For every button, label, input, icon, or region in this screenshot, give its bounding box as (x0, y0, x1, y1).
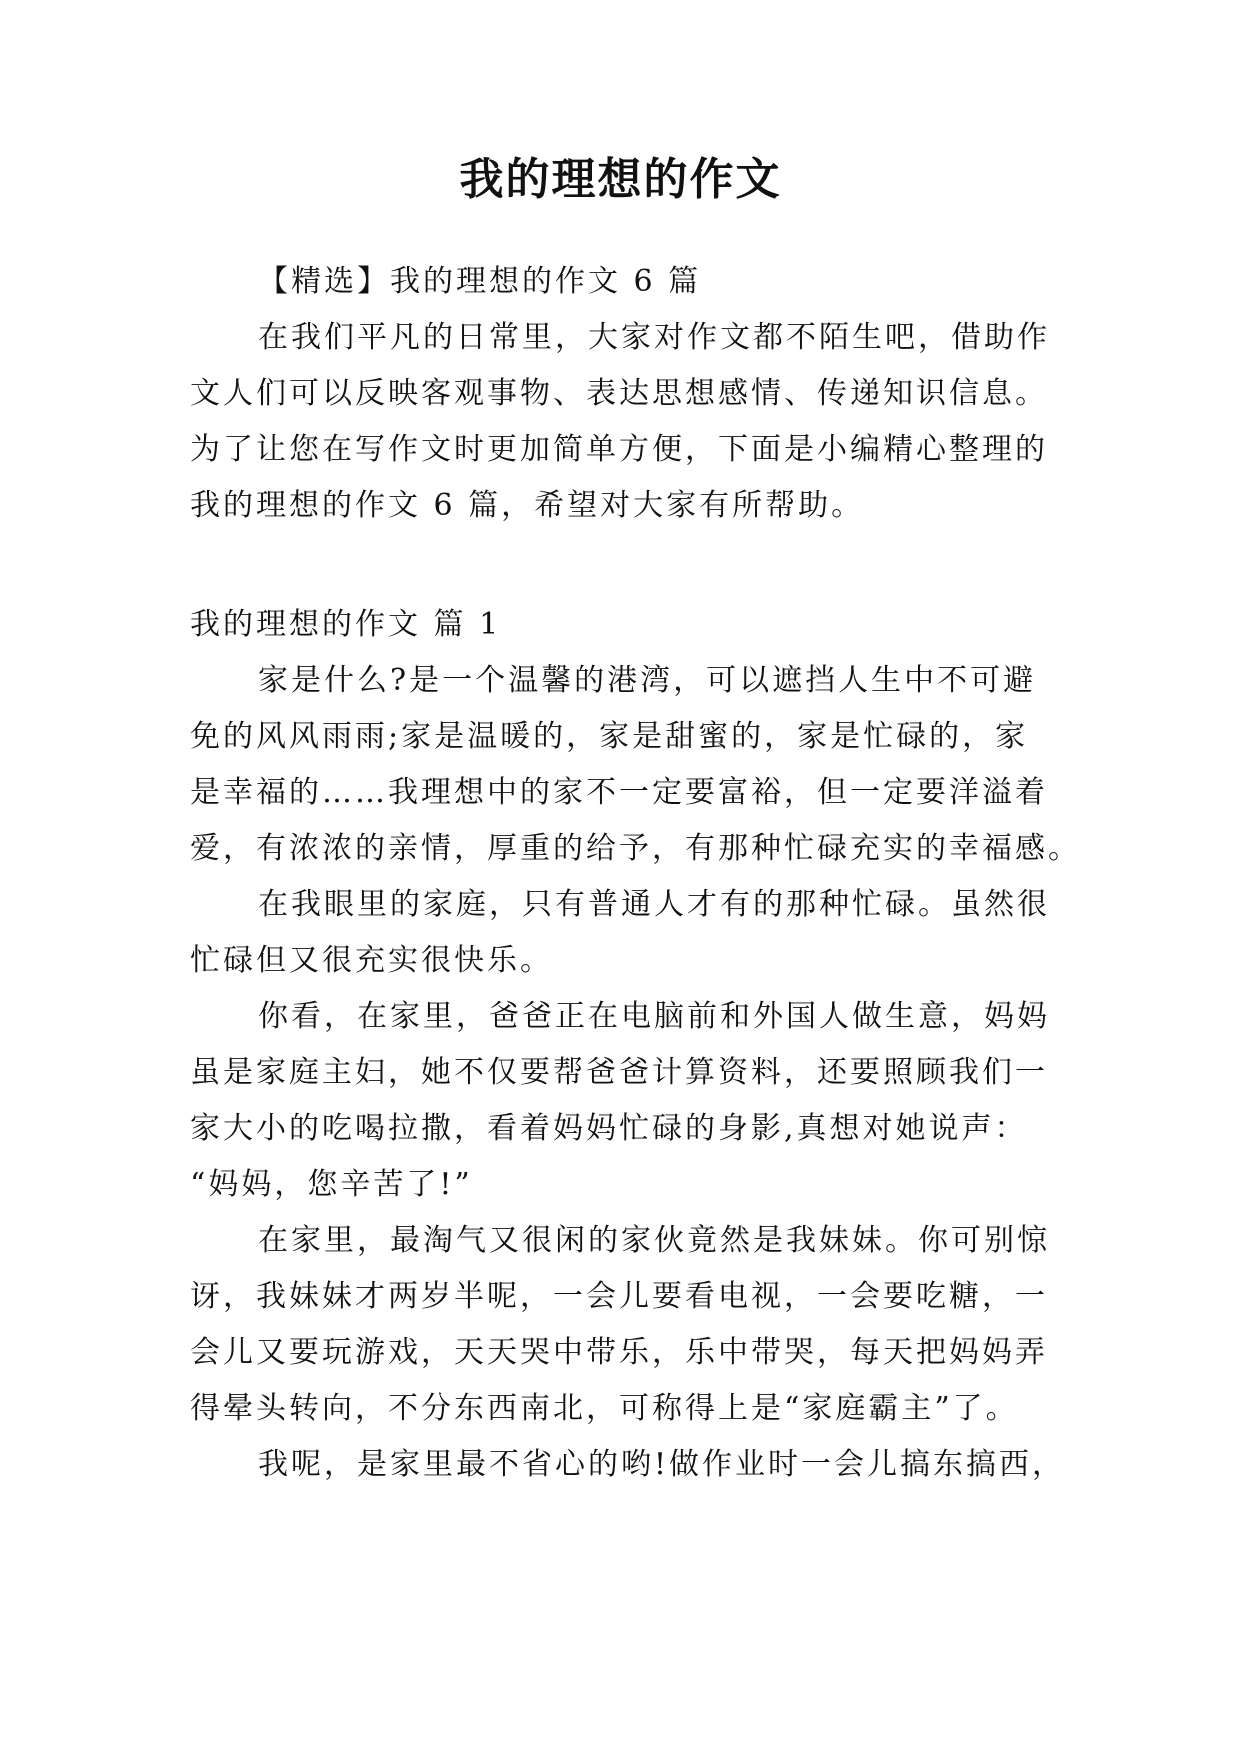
paragraph-line: 得晕头转向，不分东西南北，可称得上是“家庭霸主”了。 (190, 1391, 1019, 1426)
paragraph-line: 你看，在家里，爸爸正在电脑前和外国人做生意，妈妈 (258, 999, 1050, 1034)
paragraph-line: 家是什么?是一个温馨的港湾，可以遮挡人生中不可避 (258, 663, 1037, 698)
paragraph-line: “妈妈，您辛苦了!” (190, 1167, 473, 1202)
document-title: 我的理想的作文 (459, 154, 782, 205)
paragraph-line: 爱，有浓浓的亲情，厚重的给予，有那种忙碌充实的幸福感。 (190, 831, 1081, 866)
paragraph-line: 文人们可以反映客观事物、表达思想感情、传递知识信息。 (190, 376, 1048, 411)
paragraph-line: 虽是家庭主妇，她不仅要帮爸爸计算资料，还要照顾我们一 (190, 1055, 1048, 1090)
paragraph-line: 我呢，是家里最不省心的哟!做作业时一会儿搞东搞西， (258, 1447, 1066, 1482)
paragraph-line: 讶，我妹妹才两岁半呢，一会儿要看电视，一会要吃糖，一 (190, 1279, 1048, 1314)
paragraph-line: 是幸福的……我理想中的家不一定要富裕，但一定要洋溢着 (190, 775, 1048, 810)
paragraph-line: 我的理想的作文 6 篇，希望对大家有所帮助。 (190, 488, 865, 523)
paragraph-line: 会儿又要玩游戏，天天哭中带乐，乐中带哭，每天把妈妈弄 (190, 1335, 1048, 1370)
paragraph-line: 免的风风雨雨;家是温暖的，家是甜蜜的，家是忙碌的，家 (190, 719, 1029, 754)
paragraph-line: 在我们平凡的日常里，大家对作文都不陌生吧，借助作 (258, 320, 1050, 355)
section-heading: 我的理想的作文 篇 1 (190, 607, 502, 642)
paragraph-line: 忙碌但又很充实很快乐。 (190, 943, 553, 978)
paragraph-line: 在我眼里的家庭，只有普通人才有的那种忙碌。虽然很 (258, 887, 1050, 922)
paragraph-line: 家大小的吃喝拉撒，看着妈妈忙碌的身影,真想对她说声： (190, 1111, 1028, 1146)
subtitle-line: 【精选】我的理想的作文 6 篇 (258, 264, 702, 299)
paragraph-line: 为了让您在写作文时更加简单方便，下面是小编精心整理的 (190, 432, 1048, 467)
paragraph-line: 在家里，最淘气又很闲的家伙竟然是我妹妹。你可别惊 (258, 1223, 1050, 1258)
